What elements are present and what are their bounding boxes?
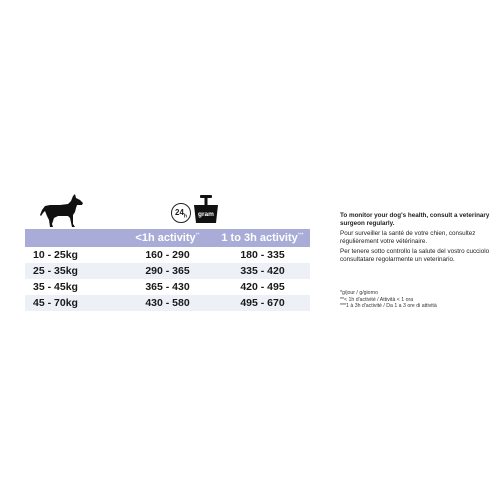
- legend-line-3: ***1 à 3h d'activité / Da 1 a 3 ore di attività: [340, 303, 437, 310]
- hours-unit: h: [183, 213, 187, 220]
- weight-cell: 45 - 70kg: [33, 297, 78, 309]
- mid-activity-cell: 420 - 495: [240, 281, 285, 293]
- mid-activity-cell: 495 - 670: [240, 297, 285, 309]
- weight-cell: 10 - 25kg: [33, 249, 78, 261]
- note-french: Pour surveiller la santé de votre chien, consultez régulièrement votre vétérinaire.: [340, 230, 476, 245]
- feeding-table: [25, 229, 310, 311]
- dog-silhouette-icon: [40, 194, 84, 228]
- weight-cell: 35 - 45kg: [33, 281, 78, 293]
- legend-line-1: *g/jour / g/giorno: [340, 290, 379, 296]
- low-activity-cell: 290 - 365: [145, 265, 190, 277]
- footnote-legend: [340, 290, 490, 310]
- legend-line-2: **< 1h d'activité / Attività < 1 ora: [340, 296, 414, 303]
- header-mid-activity-label: 1 to 3h activity: [221, 232, 298, 244]
- header-mid-activity-mark: ***: [297, 232, 304, 239]
- header-low-activity-mark: **: [195, 232, 200, 239]
- table-row: [25, 247, 310, 263]
- header-low-activity-label: <1h activity: [135, 232, 196, 244]
- health-notes: [340, 212, 490, 267]
- scale-unit-label: gram: [198, 211, 214, 218]
- weighing-scale-icon: [192, 195, 220, 225]
- note-english: To monitor your dog's health, consult a veterinary surgeon regularly.: [340, 212, 490, 227]
- note-italian: Per tenere sotto controllo la salute del vostro cucciolo consultatare regolarmente un veterinario.: [340, 248, 490, 263]
- header-low-activity: [120, 232, 215, 244]
- table-row: [25, 263, 310, 279]
- low-activity-cell: 160 - 290: [145, 249, 190, 261]
- hours-value: 24: [175, 208, 184, 217]
- header-mid-activity: [215, 232, 310, 244]
- table-header: [25, 229, 310, 247]
- weight-cell: 25 - 35kg: [33, 265, 78, 277]
- table-row: [25, 279, 310, 295]
- daily-24h-icon: [171, 203, 191, 223]
- mid-activity-cell: 335 - 420: [240, 265, 285, 277]
- low-activity-cell: 430 - 580: [145, 297, 190, 309]
- mid-activity-cell: 180 - 335: [240, 249, 285, 261]
- table-row: [25, 295, 310, 311]
- low-activity-cell: 365 - 430: [145, 281, 190, 293]
